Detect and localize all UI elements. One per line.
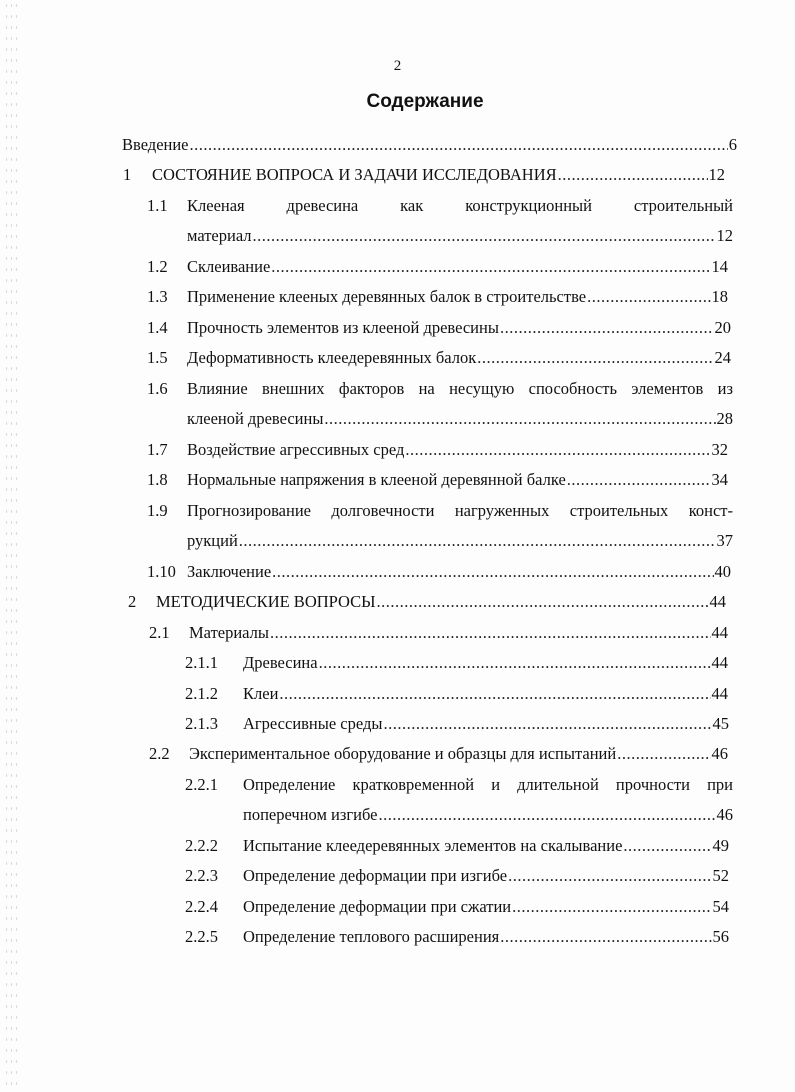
toc-number: 2.1 xyxy=(149,623,170,642)
toc-page: 44 xyxy=(709,592,726,611)
toc-page: 28 xyxy=(716,409,733,428)
toc-number: 2.2.4 xyxy=(185,897,218,916)
toc-number: 2.2.1 xyxy=(185,775,218,794)
toc-number: 2.2.5 xyxy=(185,927,218,946)
toc-number: 1.10 xyxy=(147,562,176,581)
toc-entry-2-2-1 xyxy=(185,770,733,830)
toc-label: Агрессивные среды xyxy=(243,714,383,733)
toc-entry-1-4 xyxy=(147,313,731,343)
toc-label: Определение теплового расширения xyxy=(243,927,500,946)
toc-page: 40 xyxy=(714,562,731,581)
toc-label: Деформативность клеедеревянных балок xyxy=(187,348,477,367)
toc-page: 46 xyxy=(711,744,728,763)
toc-label-line1: Прогнозирование долговечности нагруженных строительных конст- xyxy=(187,501,733,520)
toc-page: 20 xyxy=(714,318,731,337)
toc-number: 2.1.1 xyxy=(185,653,218,672)
toc-label: материал xyxy=(187,226,252,245)
toc-entry-1-8 xyxy=(147,465,728,495)
toc-page: 49 xyxy=(712,836,729,855)
toc-label-line1: Клееная древесина как конструкционный строительный xyxy=(187,196,733,215)
toc-page: 14 xyxy=(711,257,728,276)
toc-page: 52 xyxy=(712,866,729,885)
page-number: 2 xyxy=(393,58,402,74)
toc-page: 6 xyxy=(728,135,737,154)
toc-label: Склеивание xyxy=(187,257,271,276)
toc-entry-1-9 xyxy=(147,496,733,556)
page-title: Содержание xyxy=(366,91,484,112)
toc-label: Определение деформации при сжатии xyxy=(243,897,512,916)
toc-number: 1.9 xyxy=(147,501,168,520)
toc-label-line1: Влияние внешних факторов на несущую способность элементов из xyxy=(187,379,733,398)
toc-number: 2.1.2 xyxy=(185,684,218,703)
toc-entry-2-2-2 xyxy=(185,831,729,861)
toc-label: Воздействие агрессивных сред xyxy=(187,440,405,459)
toc-page: 24 xyxy=(714,348,731,367)
toc-entry-2-2 xyxy=(149,739,728,769)
toc-page: 44 xyxy=(711,653,728,672)
toc-number: 1.6 xyxy=(147,379,168,398)
toc-label: СОСТОЯНИЕ ВОПРОСА И ЗАДАЧИ ИССЛЕДОВАНИЯ xyxy=(152,165,557,184)
toc-page: 45 xyxy=(712,714,729,733)
toc-number: 2.2 xyxy=(149,744,170,763)
toc-entry-1-7 xyxy=(147,435,728,465)
toc-label-line1: Определение кратковременной и длительной прочности при xyxy=(243,775,733,794)
toc-number: 1.1 xyxy=(147,196,168,215)
toc-label: Определение деформации при изгибе xyxy=(243,866,508,885)
toc-label: Материалы xyxy=(189,623,269,642)
toc-page: 56 xyxy=(712,927,729,946)
toc-label: МЕТОДИЧЕСКИЕ ВОПРОСЫ xyxy=(156,592,376,611)
toc-entry-2-2-5 xyxy=(185,922,729,952)
toc-label: Древесина xyxy=(243,653,318,672)
scan-noise xyxy=(4,0,18,1092)
toc-page: 18 xyxy=(711,287,728,306)
toc-page: 34 xyxy=(711,470,728,489)
toc-number: 2.1.3 xyxy=(185,714,218,733)
toc-label: Нормальные напряжения в клееной деревянной балке xyxy=(187,470,566,489)
toc-page: 12 xyxy=(716,226,733,245)
toc-label: Прочность элементов из клееной древесины xyxy=(187,318,499,337)
toc-label: поперечном изгибе xyxy=(243,805,378,824)
toc-page: 54 xyxy=(712,897,729,916)
toc-number: 1.3 xyxy=(147,287,168,306)
toc-number: 1 xyxy=(123,165,132,184)
toc-number: 1.4 xyxy=(147,318,168,337)
toc-page: 32 xyxy=(711,440,728,459)
toc-number: 1.7 xyxy=(147,440,168,459)
toc-label: Заключение xyxy=(187,562,272,581)
toc-entry-1-6 xyxy=(147,374,733,434)
toc-entry-introduction xyxy=(122,130,737,160)
toc-label: Введение xyxy=(122,135,189,154)
toc-entry-1-3 xyxy=(147,282,728,312)
toc-number: 1.5 xyxy=(147,348,168,367)
toc-number: 2 xyxy=(128,592,137,611)
toc-label: Применение клееных деревянных балок в строительстве xyxy=(187,287,587,306)
toc-number: 1.8 xyxy=(147,470,168,489)
toc-entry-2-1-3 xyxy=(185,709,729,739)
toc-number: 2.2.2 xyxy=(185,836,218,855)
toc-page: 12 xyxy=(708,165,725,184)
toc-page: 44 xyxy=(711,684,728,703)
toc-page: 46 xyxy=(716,805,733,824)
toc-entry-1-10 xyxy=(147,557,731,587)
toc-number: 1.2 xyxy=(147,257,168,276)
toc-page: 44 xyxy=(711,623,728,642)
toc-label: клееной древесины xyxy=(187,409,324,428)
toc-entry-1-5 xyxy=(147,343,731,373)
toc-number: 2.2.3 xyxy=(185,866,218,885)
toc-label: Экспериментальное оборудование и образцы для испытаний xyxy=(189,744,617,763)
toc-label: Клеи xyxy=(243,684,279,703)
toc-entry-1-1 xyxy=(147,191,733,251)
toc-label: Испытание клеедеревянных элементов на скалывание xyxy=(243,836,623,855)
toc-entry-2-2-4 xyxy=(185,892,729,922)
toc-entry-2-1-1 xyxy=(185,648,728,678)
toc-page: 37 xyxy=(716,531,733,550)
toc-entry-2-1 xyxy=(149,618,728,648)
toc-entry-1-2 xyxy=(147,252,728,282)
toc-entry-2-1-2 xyxy=(185,679,728,709)
toc-label: рукций xyxy=(187,531,238,550)
toc-entry-1 xyxy=(123,160,725,190)
toc-entry-2 xyxy=(128,587,726,617)
toc-entry-2-2-3 xyxy=(185,861,729,891)
